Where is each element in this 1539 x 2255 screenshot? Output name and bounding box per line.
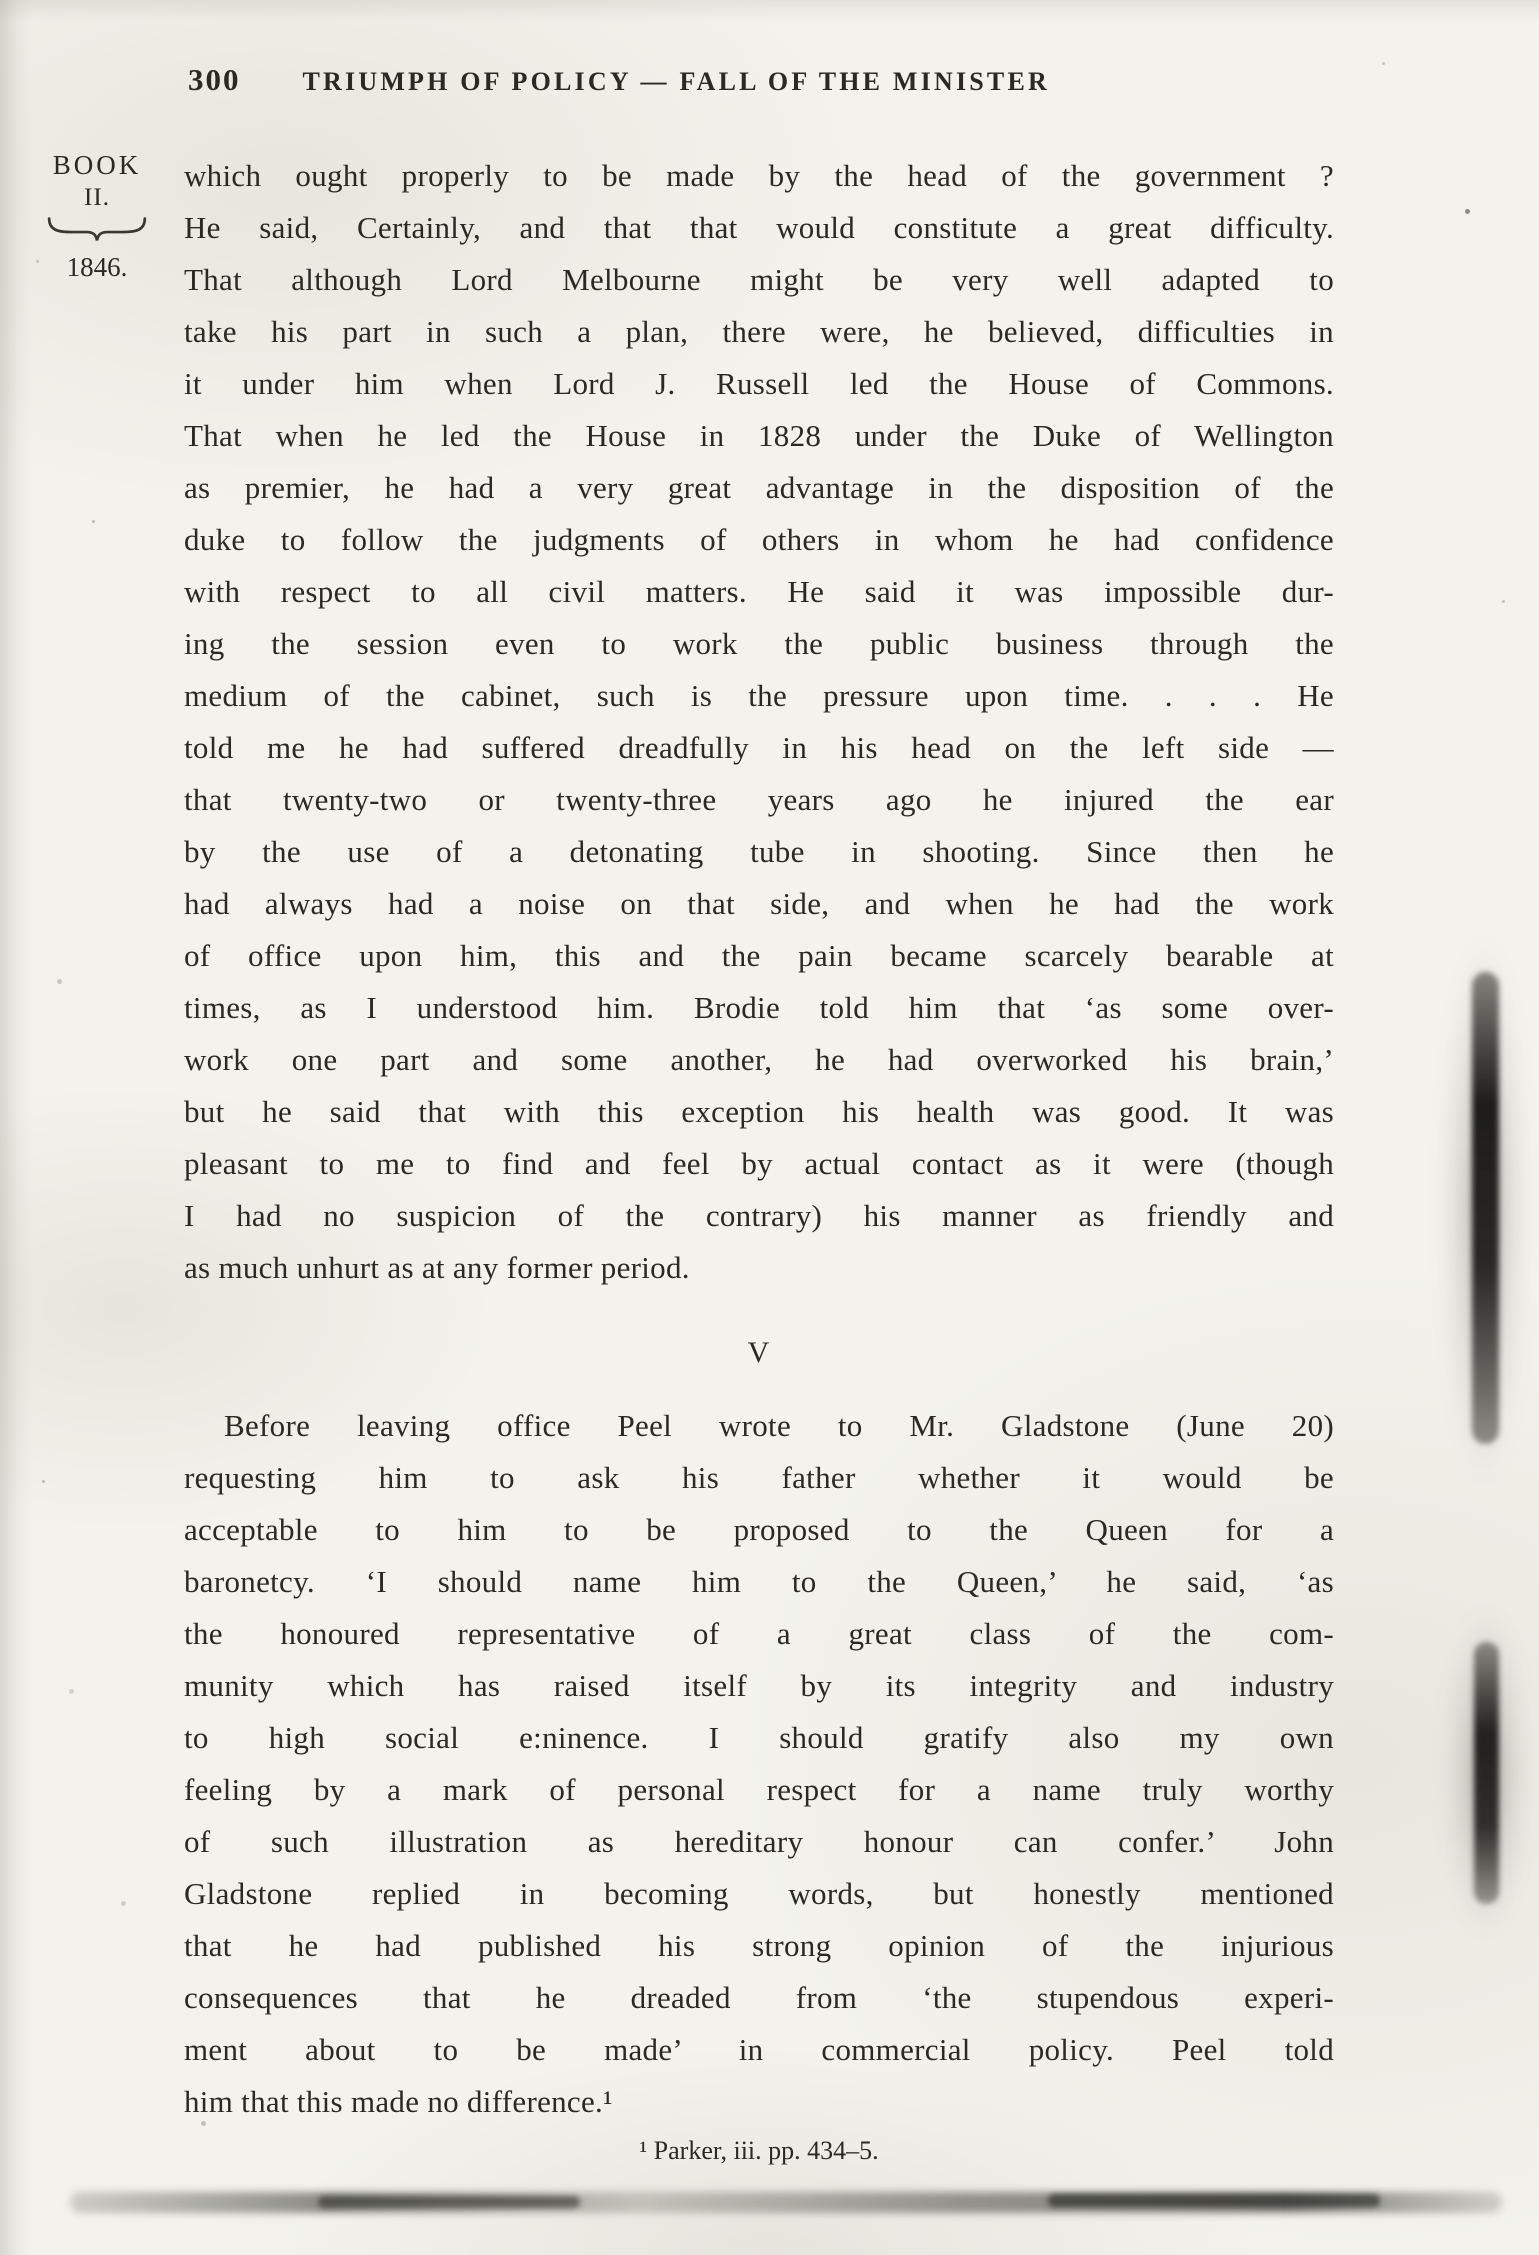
text-line: requesting him to ask his father whether it would be bbox=[184, 1460, 1334, 1495]
margin-year: 1846. bbox=[66, 252, 128, 282]
text-line: baronetcy. ‘I should name him to the Queen,’ he said, ‘as bbox=[184, 1564, 1334, 1599]
text-column bbox=[184, 0, 1334, 2255]
scan-smudge bbox=[1474, 1642, 1499, 1904]
text-line: work one part and some another, he had overworked his brain,’ bbox=[184, 1042, 1334, 1077]
text-line: times, as I understood him. Brodie told him that ‘as some over- bbox=[184, 990, 1334, 1025]
page-number: 300 bbox=[188, 62, 241, 97]
text-line: ing the session even to work the public business through the bbox=[184, 626, 1334, 661]
text-line: medium of the cabinet, such is the pressure upon time. . . . He bbox=[184, 678, 1334, 713]
text-line: feeling by a mark of personal respect for a name truly worthy bbox=[184, 1772, 1334, 1807]
text-line: as premier, he had a very great advantage in the disposition of the bbox=[184, 470, 1334, 505]
text-line: He said, Certainly, and that that would constitute a great difficulty. bbox=[184, 210, 1334, 245]
footnote: ¹ Parker, iii. pp. 434–5. bbox=[639, 2136, 879, 2165]
scan-left-edge-shade bbox=[0, 0, 32, 2255]
text-line: it under him when Lord J. Russell led the House of Commons. bbox=[184, 366, 1334, 401]
scan-smudge bbox=[1472, 972, 1499, 1444]
text-line: pleasant to me to find and feel by actual contact as it were (though bbox=[184, 1146, 1334, 1181]
text-line: consequences that he dreaded from ‘the stupendous experi- bbox=[184, 1980, 1334, 2015]
text-line: munity which has raised itself by its integrity and industry bbox=[184, 1668, 1334, 1703]
text-line: that he had published his strong opinion of the injurious bbox=[184, 1928, 1334, 1963]
text-line: Gladstone replied in becoming words, but honestly mentioned bbox=[184, 1876, 1334, 1911]
section-heading: V bbox=[747, 1336, 771, 1369]
text-line: That when he led the House in 1828 under the Duke of Wellington bbox=[184, 418, 1334, 453]
text-line: had always had a noise on that side, and when he had the work bbox=[184, 886, 1334, 921]
text-line: of office upon him, this and the pain became scarcely bearable at bbox=[184, 938, 1334, 973]
text-line: which ought properly to be made by the head of the government ? bbox=[184, 158, 1334, 193]
text-line: with respect to all civil matters. He said it was impossible dur- bbox=[184, 574, 1334, 609]
text-line: Before leaving office Peel wrote to Mr. Gladstone (June 20) bbox=[224, 1408, 1334, 1443]
book-numeral: II. bbox=[84, 184, 110, 211]
text-line: him that this made no difference.¹ bbox=[184, 2084, 613, 2119]
book-label: BOOK bbox=[52, 150, 142, 180]
text-line: duke to follow the judgments of others in whom he had confidence bbox=[184, 522, 1334, 557]
text-line: I had no suspicion of the contrary) his manner as friendly and bbox=[184, 1198, 1334, 1233]
paragraph-continuation bbox=[184, 150, 1334, 1294]
scan-smudge-halo bbox=[1446, 1608, 1526, 1938]
text-line: as much unhurt as at any former period. bbox=[184, 1250, 690, 1285]
text-line: take his part in such a plan, there were, he believed, difficulties in bbox=[184, 314, 1334, 349]
running-title: TRIUMPH OF POLICY — FALL OF THE MINISTER bbox=[302, 67, 1050, 96]
paragraph bbox=[184, 1400, 1334, 2128]
scan-speckles bbox=[0, 0, 3, 3]
text-line: to high social e:ninence. I should gratify also my own bbox=[184, 1720, 1334, 1755]
text-line: acceptable to him to be proposed to the Queen for a bbox=[184, 1512, 1334, 1547]
text-line: by the use of a detonating tube in shooting. Since then he bbox=[184, 834, 1334, 869]
brace-ornament bbox=[45, 216, 149, 244]
text-line: the honoured representative of a great class of the com- bbox=[184, 1616, 1334, 1651]
margin-note bbox=[28, 150, 166, 283]
text-line: that twenty-two or twenty-three years ago he injured the ear bbox=[184, 782, 1334, 817]
scan-smudge-halo bbox=[1444, 935, 1524, 1485]
text-line: That although Lord Melbourne might be very well adapted to bbox=[184, 262, 1334, 297]
text-line: but he said that with this exception his health was good. It was bbox=[184, 1094, 1334, 1129]
text-line: told me he had suffered dreadfully in his head on the left side — bbox=[184, 730, 1334, 765]
text-line: ment about to be made’ in commercial policy. Peel told bbox=[184, 2032, 1334, 2067]
text-line: of such illustration as hereditary honour can confer.’ John bbox=[184, 1824, 1334, 1859]
